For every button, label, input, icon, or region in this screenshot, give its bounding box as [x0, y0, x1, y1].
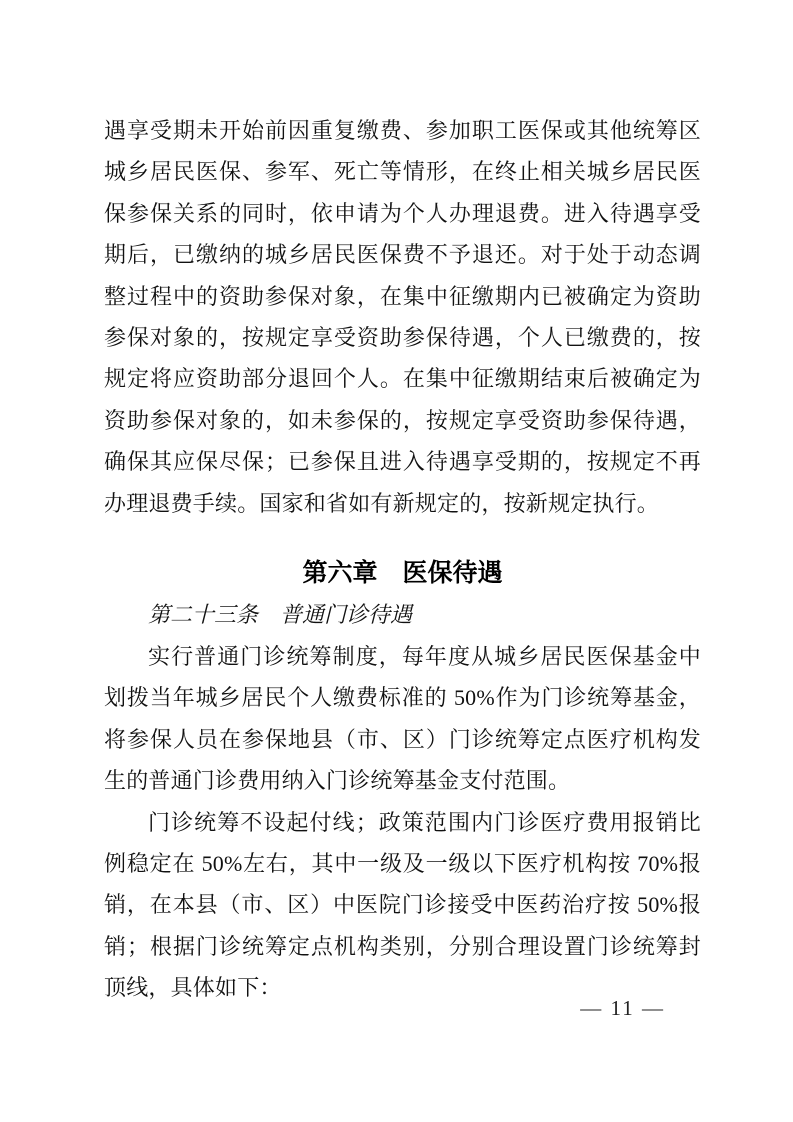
paragraph-outpatient-fund: 实行普通门诊统筹制度，每年度从城乡居民医保基金中划拨当年城乡居民个人缴费标准的 50%作为门诊统筹基金，将参保人员在参保地县（市、区）门诊统筹定点医疗机构发生的普通门诊费用纳入门诊统筹基金支付范围。 — [104, 643, 701, 794]
page-number-footer: — 11 — — [580, 996, 665, 1020]
section-heading: 第二十三条 普通门诊待遇 — [148, 602, 413, 628]
paragraph-reimbursement-rates: 门诊统筹不设起付线；政策范围内门诊医疗费用报销比例稳定在 50%左右，其中一级及一级以下医疗机构按 70%报销，在本县（市、区）中医院门诊接受中医药治疗按 50%报销；根据门诊统筹定点机构类别，分别合理设置门诊统筹封顶线，具体如下： — [104, 809, 701, 1001]
body-paragraph-continuation: 遇享受期未开始前因重复缴费、参加职工医保或其他统筹区城乡居民医保、参军、死亡等情形，在终止相关城乡居民医保参保关系的同时，依申请为个人办理退费。进入待遇享受期后，已缴纳的城乡居民医保费不予退还。对于处于动态调整过程中的资助参保对象，在集中征缴期内已被确定为资助参保对象的，按规定享受资助参保待遇，个人已缴费的，按规定将应资助部分退回个人。在集中征缴期结束后被确定为资助参保对象的，如未参保的，按规定享受资助参保待遇，确保其应保尽保；已参保且进入待遇享受期的，按规定不再办理退费手续。国家和省如有新规定的，按新规定执行。 — [104, 118, 701, 516]
chapter-heading: 第六章 医保待遇 — [302, 559, 503, 588]
document-content — [104, 110, 701, 1009]
